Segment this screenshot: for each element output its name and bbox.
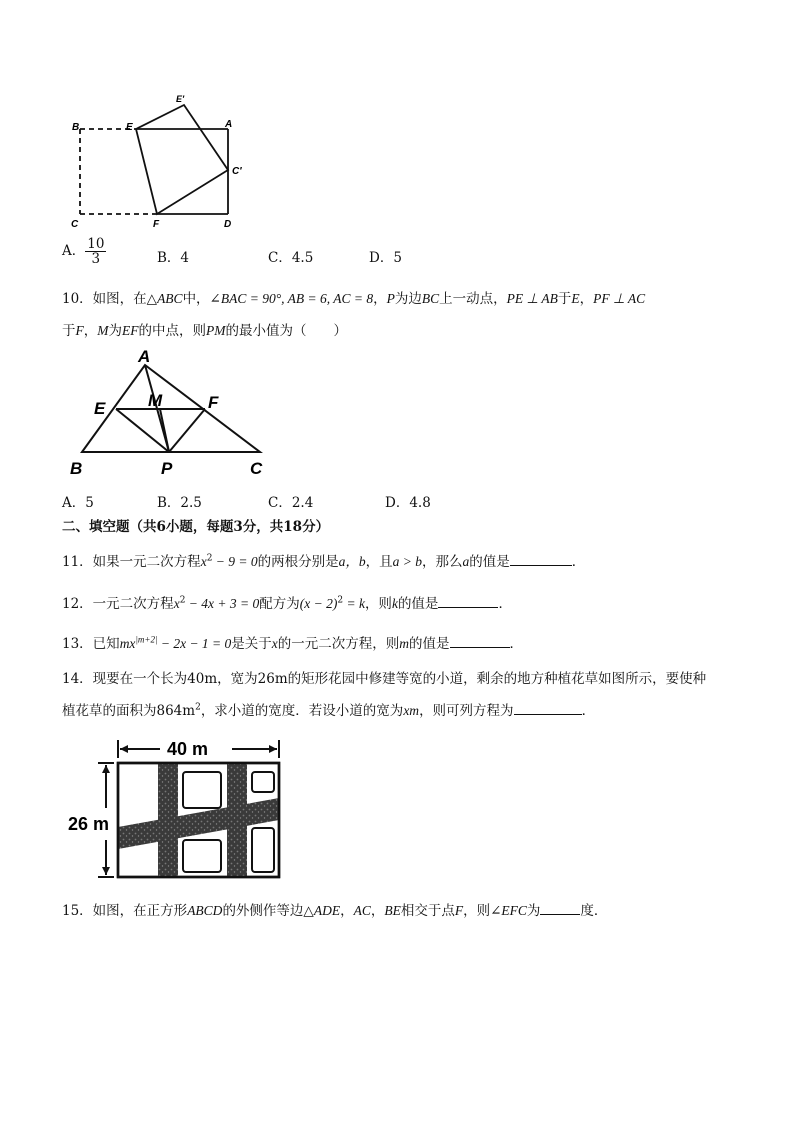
q14-width-label: 40 m: [167, 739, 209, 759]
q9-option-b: B．4: [157, 250, 190, 266]
q14-bed-top-right: [252, 772, 274, 792]
q9-option-d: D．5: [369, 250, 402, 266]
q10-option-c: C．2.4: [268, 495, 314, 511]
q10-label-P: P: [161, 459, 173, 478]
q10-label-E: E: [94, 399, 106, 418]
q15-stem: 15．如图，在正方形ABCD的外侧作等边△ADE，AC，BE相交于点F，则∠EFC为 度．: [62, 903, 608, 919]
section-heading: 二、填空题（共6小题，每题3分，共18分）: [62, 519, 330, 535]
q14-height-label: 26 m: [68, 814, 110, 834]
q10-seg-FP: [169, 409, 205, 452]
q9-label-D: D: [224, 219, 232, 230]
q10-label-A: A: [138, 347, 151, 366]
q9-option-a-numerator: 10: [87, 236, 105, 252]
q9-label-Cprime: C′: [232, 166, 242, 177]
q9-option-a: [62, 237, 106, 266]
q10-figure: [60, 342, 280, 482]
q12-stem: 12．一元二次方程$x^2 - 4x + 3 = 0$配方为$(x - 2)^2 = k$，则k的值是 ．: [62, 595, 512, 612]
q9-label-Eprime: E′: [176, 94, 185, 104]
q11-stem: 11．如果一元二次方程$x^2 - 9 = 0$的两根分别是a，b，且a > b，那么a的值是 ．: [62, 553, 586, 570]
q9-folded-quad: [136, 105, 228, 214]
q9-figure: [60, 88, 260, 238]
q13-stem: 13．已知$mx^{|m+2|} - 2x - 1 = 0$是关于x的一元二次方程，则m的值是 ．: [62, 634, 524, 652]
q15-answer-blank[interactable]: [540, 902, 580, 915]
q10-label-B: B: [70, 459, 83, 478]
q14-road-right: [227, 763, 247, 877]
q14-bed-bottom-middle: [183, 840, 221, 872]
q14-bed-bottom-right: [252, 828, 274, 872]
q9-label-F: F: [153, 219, 160, 230]
q14-bed-top-middle: [183, 772, 221, 808]
q9-label-A: A: [225, 119, 233, 130]
q13-answer-blank[interactable]: [450, 635, 510, 648]
q11-answer-blank[interactable]: [510, 553, 572, 566]
q14-road-left: [158, 763, 178, 877]
q14-garden-figure: [62, 736, 292, 886]
q10-option-d: D．4.8: [385, 495, 431, 511]
q10-label-C: C: [250, 459, 263, 478]
q10-label-F: F: [208, 393, 219, 412]
q9-label-B: B: [72, 122, 80, 133]
q10-label-M: M: [148, 391, 163, 410]
q12-answer-blank[interactable]: [438, 595, 498, 608]
q9-label-E: E: [126, 122, 133, 133]
q14-answer-blank[interactable]: [514, 702, 582, 715]
q10-stem-line2: 于F，M为EF的中点，则PM的最小值为（ ）: [62, 323, 347, 339]
q14-stem-line2: 植花草的面积为$864m^2$，求小道的宽度．若设小道的宽为xm，则可列方程为 ．: [62, 702, 596, 719]
q9-option-c: C．4.5: [268, 250, 314, 266]
q9-option-a-fraction: [85, 237, 106, 266]
q14-stem-line1: 14．现要在一个长为40m，宽为26m的矩形花园中修建等宽的小道，剩余的地方种植花草如图所示，要使种: [62, 671, 707, 687]
q10-option-b: B．2.5: [157, 495, 202, 511]
q9-option-a-prefix: A．: [62, 243, 86, 259]
q10-stem-line1: 10．如图，在△ABC中，∠BAC = 90°, AB = 6, AC = 8，P为边BC上一动点，PE ⊥ AB于E，PF ⊥ AC: [62, 291, 646, 307]
q9-label-C: C: [71, 219, 79, 230]
q10-option-a: A．5: [62, 495, 94, 511]
q9-option-a-denominator: 3: [91, 251, 101, 267]
